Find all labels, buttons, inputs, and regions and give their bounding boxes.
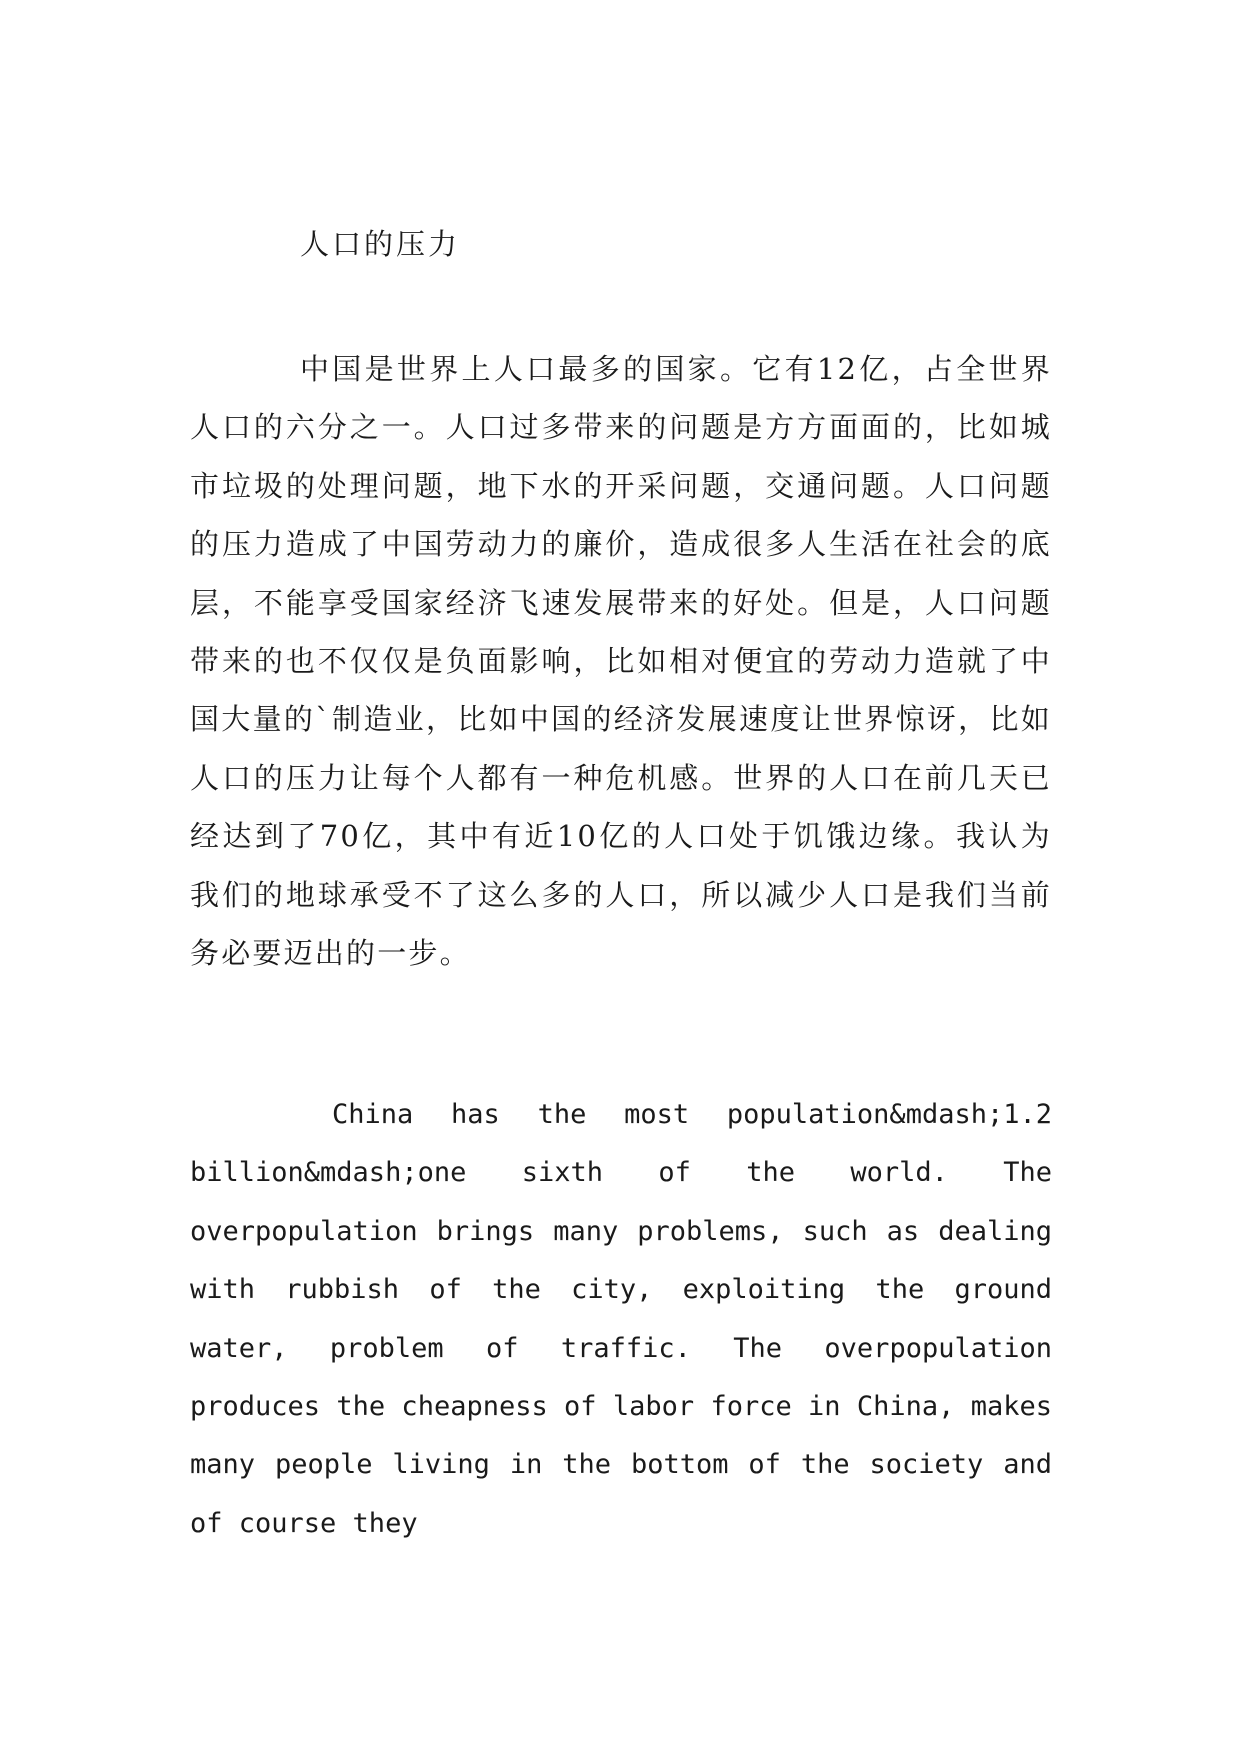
english-paragraph: China has the most population&mdash;1.2 billion&mdash;one sixth of the world. The overpopulation brings many problems, such as dealing with rubbish of the city, exploiting the ground water, problem of traffic. The overpopulation produces the cheapness of labor force in China, makes many people living in the bottom of the society and of course they (190, 1099, 1052, 1539)
chinese-paragraph: 中国是世界上人口最多的国家。它有12亿，占全世界人口的六分之一。人口过多带来的问题是方方面面的，比如城市垃圾的处理问题，地下水的开采问题，交通问题。人口问题的压力造成了中国劳动力的廉价，造成很多人生活在社会的底层，不能享受国家经济飞速发展带来的好处。但是，人口问题带来的也不仅仅是负面影响，比如相对便宜的劳动力造就了中国大量的`制造业，比如中国的经济发展速度让世界惊讶，比如人口的压力让每个人都有一种危机感。世界的人口在前几天已经达到了70亿，其中有近10亿的人口处于饥饿边缘。我认为我们的地球承受不了这么多的人口，所以减少人口是我们当前务必要迈出的一步。 (190, 352, 1052, 971)
document-title: 人口的压力 (300, 227, 461, 261)
